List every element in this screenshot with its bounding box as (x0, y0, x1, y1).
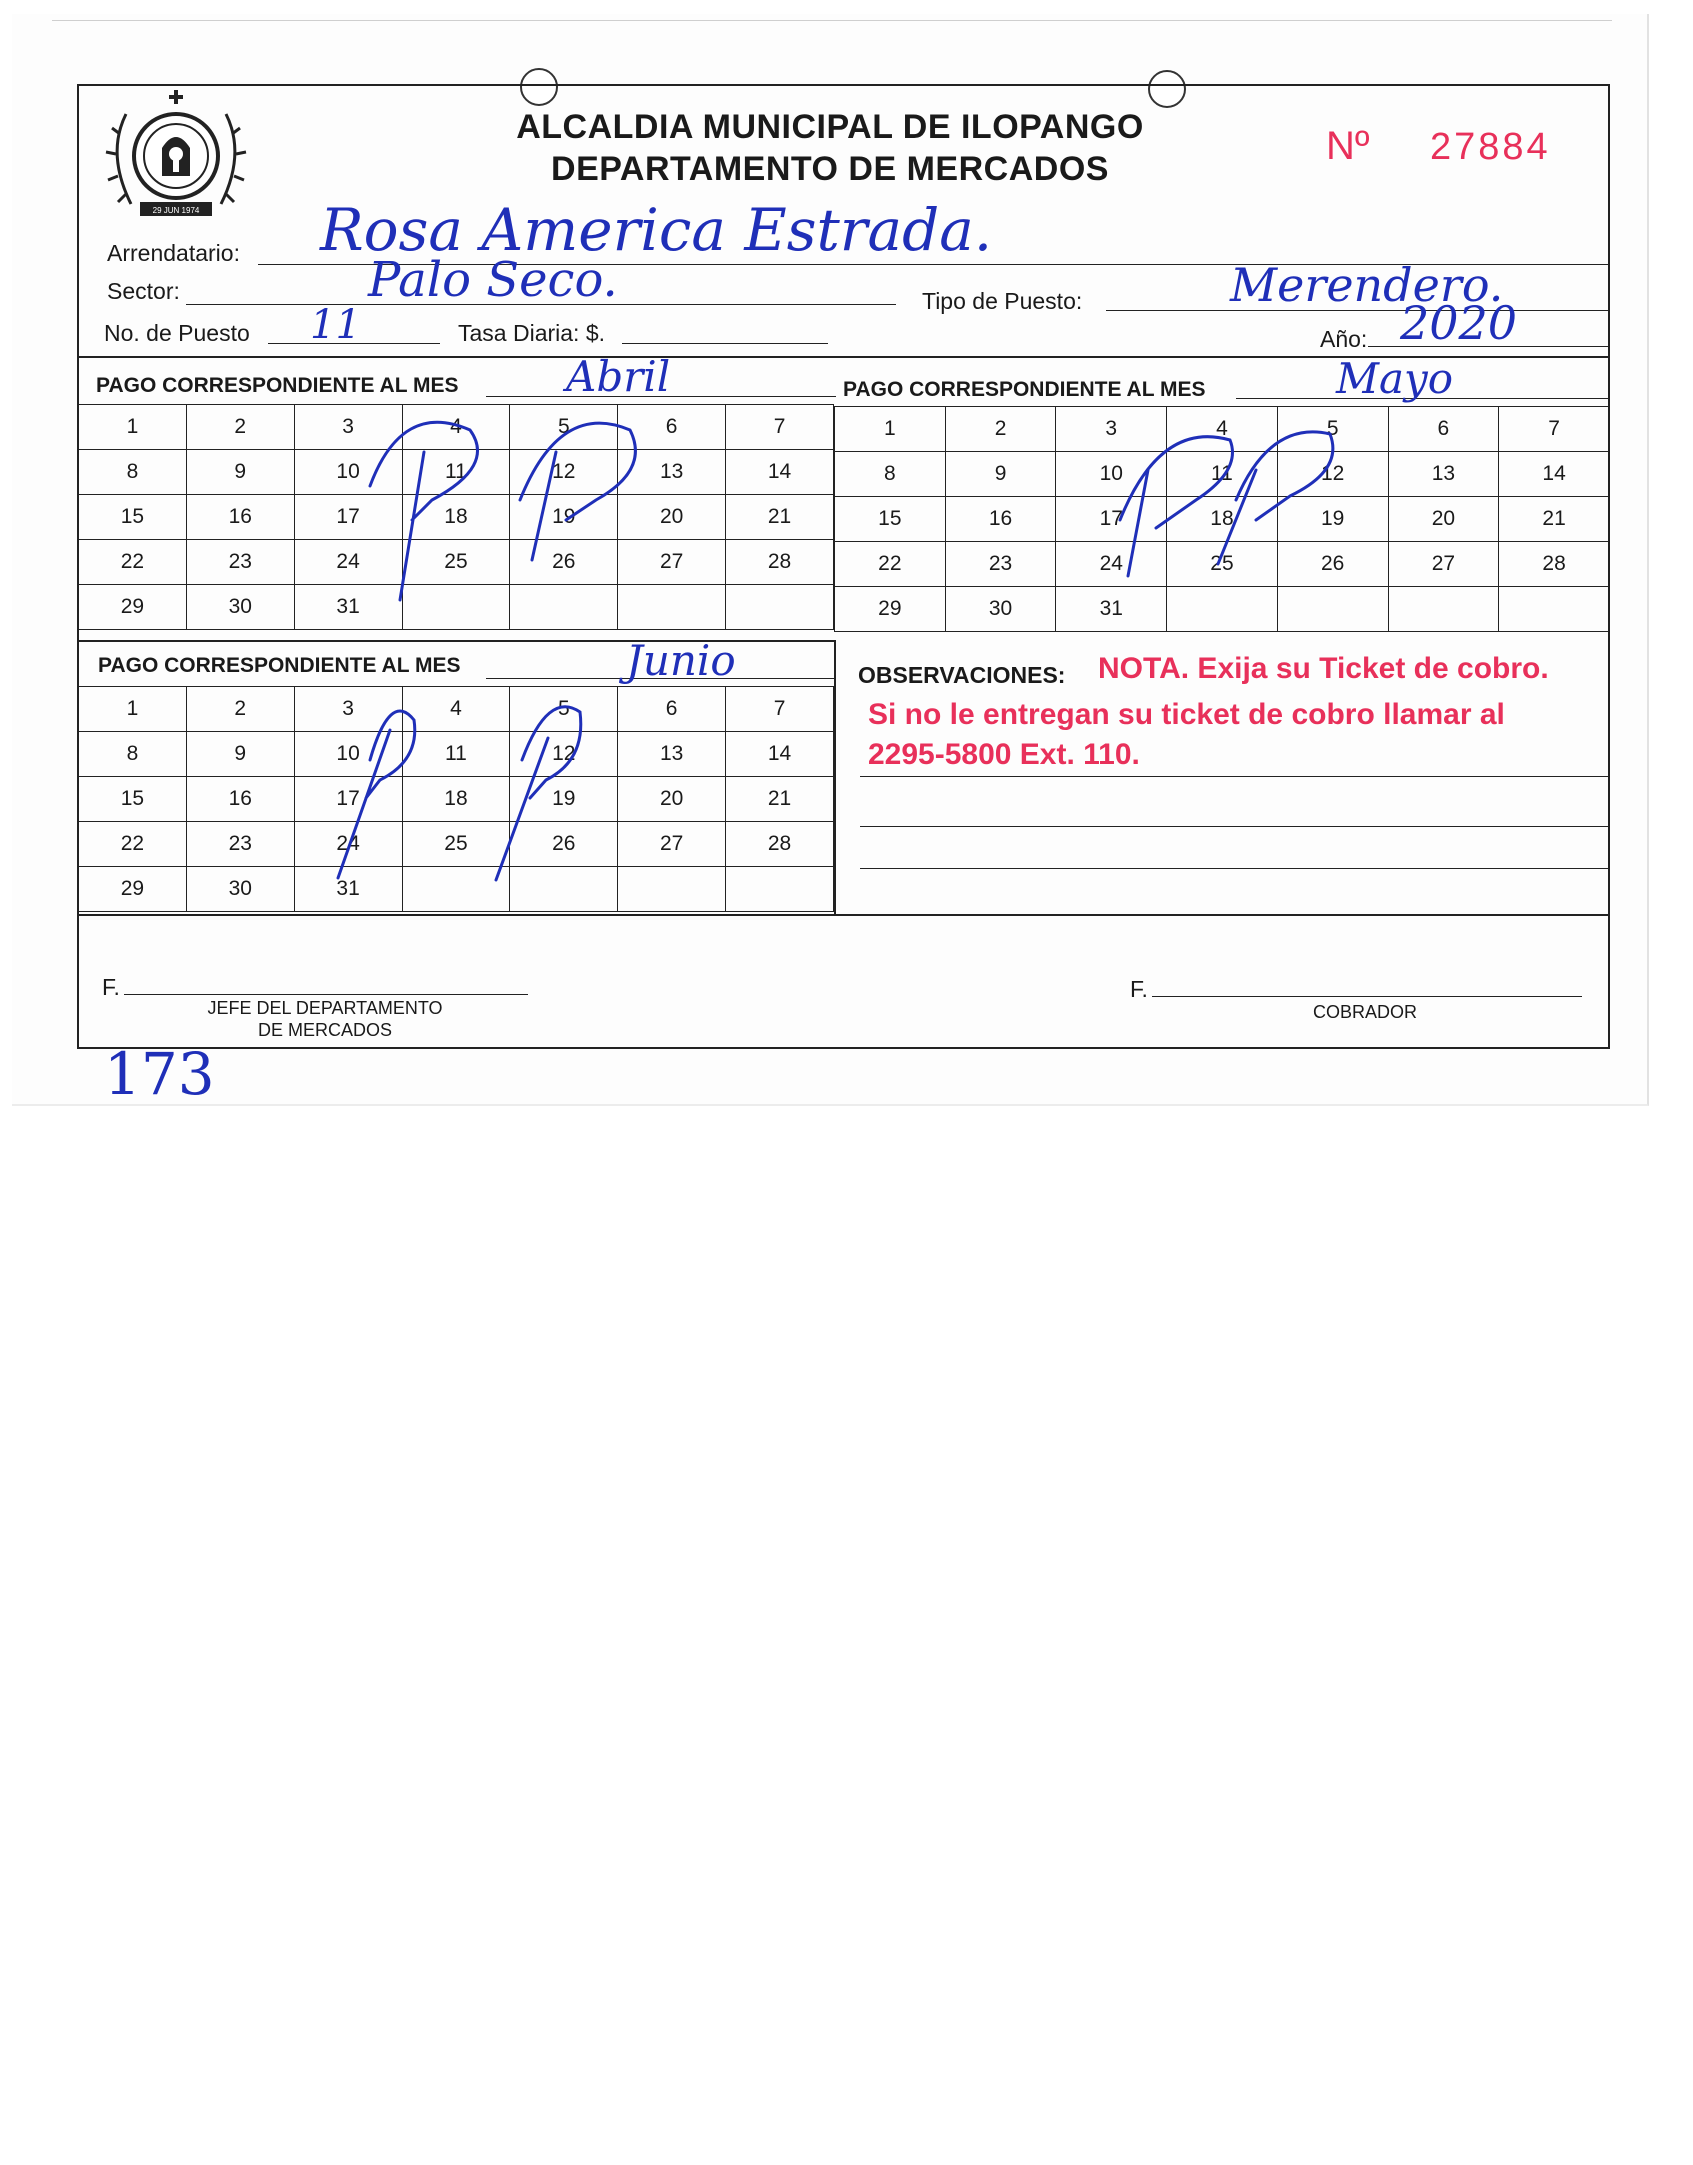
calendar-row (835, 497, 1610, 542)
day-cell (618, 867, 726, 912)
day-cell: 24 (294, 822, 402, 867)
month-value-junio: Junio (626, 636, 736, 685)
department-title: DEPARTAMENTO DE MERCADOS (551, 150, 1109, 188)
day-cell: 26 (510, 822, 618, 867)
tasa-diaria-line (622, 343, 828, 344)
day-cell: 12 (510, 732, 618, 777)
calendar-row (835, 542, 1610, 587)
day-cell: 31 (1056, 587, 1167, 632)
day-cell: 22 (79, 540, 187, 585)
day-cell: 25 (402, 540, 510, 585)
calendar-row (79, 732, 834, 777)
day-cell: 5 (510, 687, 618, 732)
day-cell (510, 585, 618, 630)
nota-line3: 2295-5800 Ext. 110. (868, 738, 1140, 771)
day-cell: 29 (835, 587, 946, 632)
day-cell: 10 (294, 450, 402, 495)
arrendatario-value: Rosa America Estrada. (320, 196, 993, 264)
signature-left-title-1: JEFE DEL DEPARTAMENTO (207, 998, 443, 1018)
serial-number-label: Nº (1326, 124, 1370, 168)
day-cell: 7 (726, 687, 834, 732)
day-cell: 17 (294, 495, 402, 540)
day-cell: 29 (79, 585, 187, 630)
month-label-junio: PAGO CORRESPONDIENTE AL MES (98, 654, 461, 677)
day-cell: 11 (1167, 452, 1278, 497)
card-edge (52, 20, 1612, 21)
tasa-diaria-label: Tasa Diaria: $. (458, 320, 606, 346)
day-cell: 12 (510, 450, 618, 495)
calendar-row (79, 585, 834, 630)
day-cell: 1 (79, 405, 187, 450)
day-cell: 12 (1277, 452, 1388, 497)
day-cell: 2 (945, 407, 1056, 452)
day-cell: 23 (945, 542, 1056, 587)
day-cell: 31 (294, 585, 402, 630)
day-cell: 4 (402, 687, 510, 732)
day-cell: 2 (186, 405, 294, 450)
calendar-row (79, 405, 834, 450)
day-cell: 30 (186, 585, 294, 630)
day-cell: 13 (1388, 452, 1499, 497)
day-cell: 18 (402, 777, 510, 822)
day-cell: 11 (402, 450, 510, 495)
day-cell (1167, 587, 1278, 632)
day-cell: 27 (618, 822, 726, 867)
day-cell: 23 (186, 822, 294, 867)
day-cell: 20 (618, 495, 726, 540)
anio-label: Año: (1320, 326, 1368, 352)
day-cell: 28 (726, 822, 834, 867)
calendar-row (835, 452, 1610, 497)
calendar-row (79, 867, 834, 912)
observaciones-line-2 (860, 826, 1610, 827)
calendar-abril (78, 404, 834, 630)
day-cell: 6 (618, 687, 726, 732)
day-cell: 8 (79, 732, 187, 777)
day-cell: 4 (402, 405, 510, 450)
month-value-mayo: Mayo (1336, 354, 1454, 403)
sector-label: Sector: (107, 278, 180, 304)
seal-date: 29 JUN 1974 (152, 206, 200, 215)
puesto-label: No. de Puesto (104, 320, 250, 346)
day-cell: 19 (510, 777, 618, 822)
day-cell: 31 (294, 867, 402, 912)
day-cell: 10 (294, 732, 402, 777)
day-cell: 24 (1056, 542, 1167, 587)
day-cell: 19 (510, 495, 618, 540)
day-cell: 15 (79, 777, 187, 822)
day-cell: 9 (945, 452, 1056, 497)
day-cell: 15 (79, 495, 187, 540)
day-cell (1499, 587, 1610, 632)
day-cell: 5 (1277, 407, 1388, 452)
municipality-title: ALCALDIA MUNICIPAL DE ILOPANGO (516, 108, 1144, 146)
day-cell: 17 (294, 777, 402, 822)
day-cell: 10 (1056, 452, 1167, 497)
day-cell: 30 (186, 867, 294, 912)
day-cell (402, 867, 510, 912)
calendar-row (79, 540, 834, 585)
day-cell (1388, 587, 1499, 632)
municipal-seal-logo (96, 84, 256, 232)
day-cell: 22 (79, 822, 187, 867)
day-cell: 27 (1388, 542, 1499, 587)
calendar-row (835, 587, 1610, 632)
day-cell: 25 (402, 822, 510, 867)
observaciones-line-3 (860, 868, 1610, 869)
day-cell: 20 (1388, 497, 1499, 542)
day-cell: 14 (726, 450, 834, 495)
day-cell: 18 (402, 495, 510, 540)
signature-right-prefix: F. (1130, 976, 1148, 1002)
day-cell: 28 (1499, 542, 1610, 587)
day-cell (1277, 587, 1388, 632)
day-cell: 14 (726, 732, 834, 777)
signature-left-title-2: DE MERCADOS (257, 1020, 392, 1040)
day-cell: 21 (1499, 497, 1610, 542)
day-cell: 26 (1277, 542, 1388, 587)
signature-right-line (1152, 996, 1582, 997)
month-label-mayo: PAGO CORRESPONDIENTE AL MES (843, 378, 1206, 401)
day-cell: 22 (835, 542, 946, 587)
day-cell: 1 (79, 687, 187, 732)
day-cell: 8 (835, 452, 946, 497)
day-cell: 13 (618, 450, 726, 495)
nota-line2: Si no le entregan su ticket de cobro llamar al (868, 698, 1505, 731)
day-cell: 11 (402, 732, 510, 777)
day-cell: 16 (186, 495, 294, 540)
day-cell: 15 (835, 497, 946, 542)
day-cell: 13 (618, 732, 726, 777)
day-cell: 21 (726, 495, 834, 540)
day-cell: 4 (1167, 407, 1278, 452)
nota-line1: NOTA. Exija su Ticket de cobro. (1098, 652, 1549, 685)
calendar-row (79, 822, 834, 867)
day-cell: 20 (618, 777, 726, 822)
tipo-puesto-label: Tipo de Puesto: (922, 288, 1083, 314)
calendar-row (79, 495, 834, 540)
calendar-row (835, 407, 1610, 452)
day-cell: 3 (1056, 407, 1167, 452)
observaciones-divider (834, 640, 836, 914)
day-cell: 3 (294, 405, 402, 450)
day-cell (726, 585, 834, 630)
day-cell: 9 (186, 450, 294, 495)
day-cell (618, 585, 726, 630)
day-cell: 19 (1277, 497, 1388, 542)
day-cell: 6 (618, 405, 726, 450)
divider-bottom (77, 914, 1610, 916)
day-cell: 26 (510, 540, 618, 585)
day-cell: 9 (186, 732, 294, 777)
day-cell: 17 (1056, 497, 1167, 542)
day-cell: 18 (1167, 497, 1278, 542)
month-value-abril: Abril (566, 352, 671, 401)
anio-value: 2020 (1400, 296, 1518, 350)
day-cell: 24 (294, 540, 402, 585)
month-label-abril: PAGO CORRESPONDIENTE AL MES (96, 374, 459, 397)
day-cell: 21 (726, 777, 834, 822)
day-cell: 7 (726, 405, 834, 450)
day-cell (510, 867, 618, 912)
day-cell: 1 (835, 407, 946, 452)
day-cell: 5 (510, 405, 618, 450)
signature-left-line (124, 994, 528, 995)
calendar-mayo (834, 406, 1610, 632)
arrendatario-label: Arrendatario: (107, 240, 240, 266)
calendar-row (79, 450, 834, 495)
day-cell: 28 (726, 540, 834, 585)
signature-right-title: COBRADOR (1312, 1002, 1417, 1022)
day-cell: 27 (618, 540, 726, 585)
observaciones-line-1 (860, 776, 1610, 777)
day-cell (402, 585, 510, 630)
tipo-puesto-value: Merendero. (1230, 258, 1504, 312)
day-cell: 30 (945, 587, 1056, 632)
sector-value: Palo Seco. (368, 252, 618, 308)
day-cell: 25 (1167, 542, 1278, 587)
day-cell: 14 (1499, 452, 1610, 497)
calendar-row (79, 687, 834, 732)
day-cell: 2 (186, 687, 294, 732)
puesto-value: 11 (310, 302, 361, 348)
day-cell: 29 (79, 867, 187, 912)
signature-left-prefix: F. (102, 974, 120, 1000)
day-cell: 3 (294, 687, 402, 732)
calendar-row (79, 777, 834, 822)
serial-number-value: 27884 (1430, 126, 1551, 168)
observaciones-label: OBSERVACIONES: (858, 662, 1066, 688)
handwritten-note: 173 (104, 1040, 215, 1108)
day-cell: 7 (1499, 407, 1610, 452)
day-cell: 6 (1388, 407, 1499, 452)
day-cell (726, 867, 834, 912)
day-cell: 16 (945, 497, 1056, 542)
day-cell: 8 (79, 450, 187, 495)
calendar-junio (78, 686, 834, 912)
day-cell: 23 (186, 540, 294, 585)
day-cell: 16 (186, 777, 294, 822)
